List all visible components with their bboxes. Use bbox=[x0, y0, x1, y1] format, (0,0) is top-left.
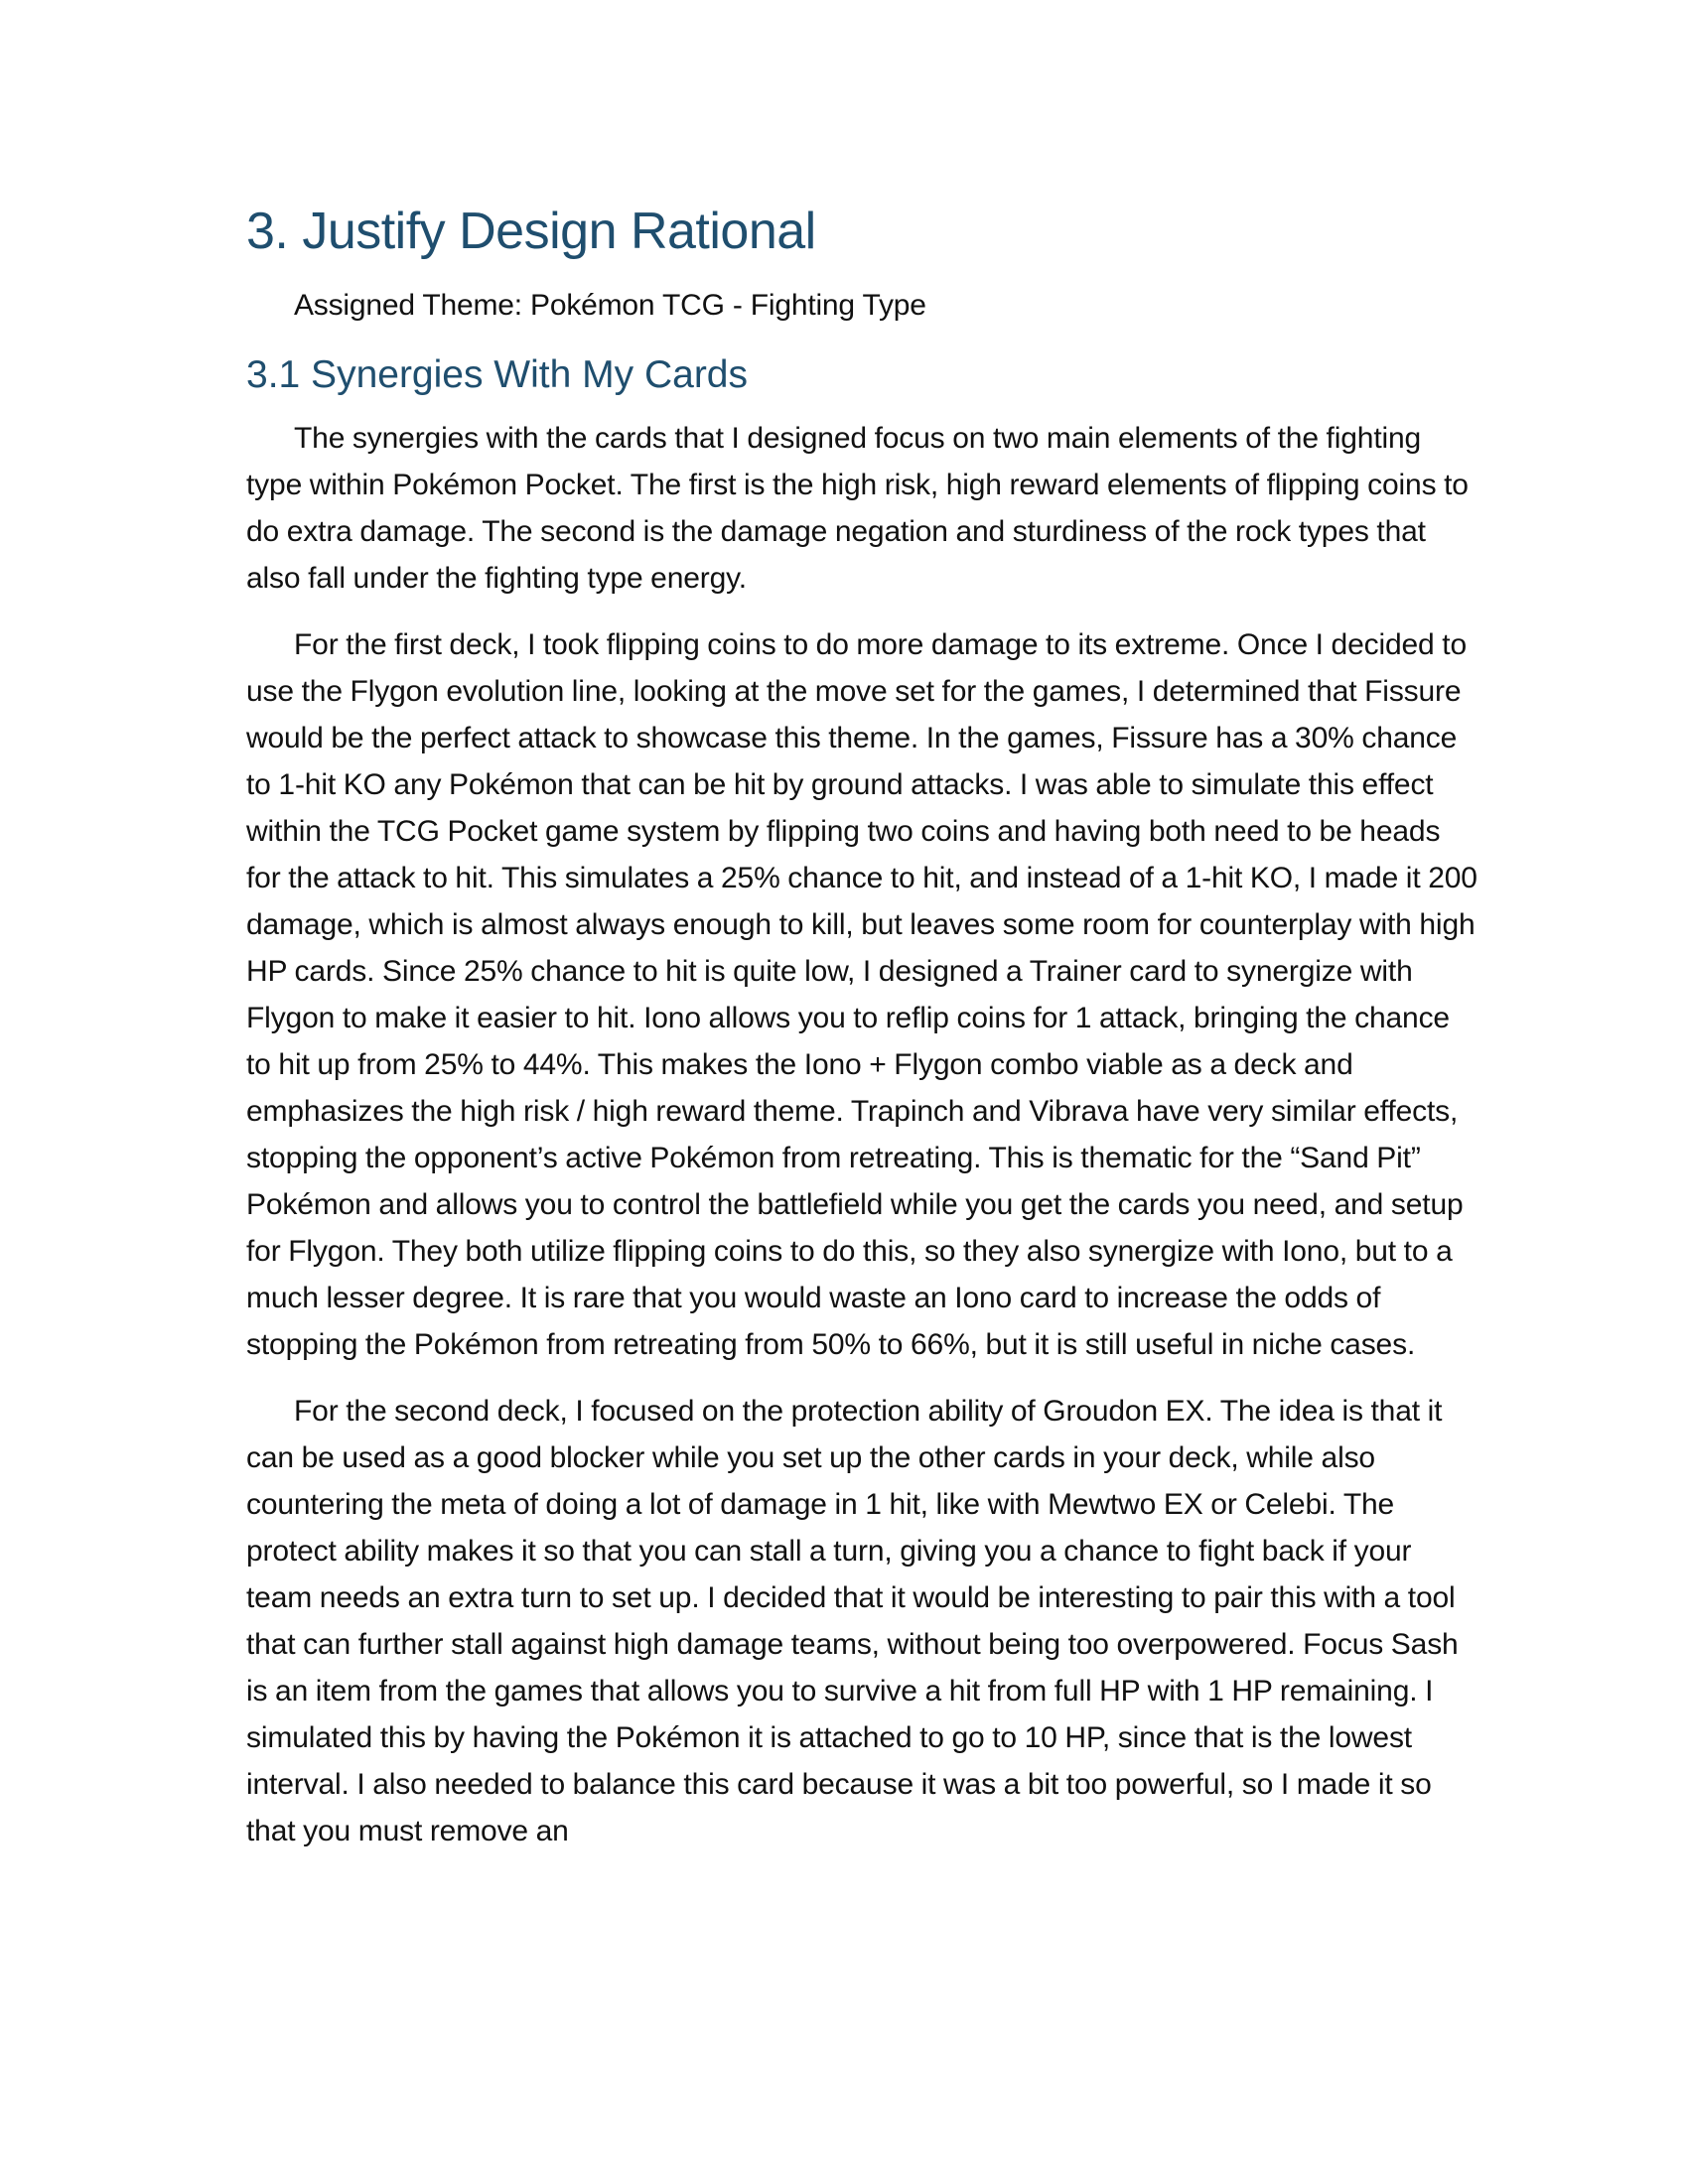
paragraph-first-deck: For the first deck, I took flipping coins to do more damage to its extreme. Once I decided to use the Flygon evolution line, looking at the move set for the games, I determined that Fissure would be the perfect attack to showcase this theme. In the games, Fissure has a 30% chance to 1-hit KO any Pokémon that can be hit by ground attacks. I was able to simulate this effect within the TCG Pocket game system by flipping two coins and having both need to be heads for the attack to hit. This simulates a 25% chance to hit, and instead of a 1-hit KO, I made it 200 damage, which is almost always enough to kill, but leaves some room for counterplay with high HP cards. Since 25% chance to hit is quite low, I designed a Trainer card to synergize with Flygon to make it easier to hit. Iono allows you to reflip coins for 1 attack, bringing the chance to hit up from 25% to 44%. This makes the Iono + Flygon combo viable as a deck and emphasizes the high risk / high reward theme. Trapinch and Vibrava have very similar effects, stopping the opponent’s active Pokémon from retreating. This is thematic for the “Sand Pit” Pokémon and allows you to control the battlefield while you get the cards you need, and setup for Flygon. They both utilize flipping coins to do this, so they also synergize with Iono, but to a much lesser degree. It is rare that you would waste an Iono card to increase the odds of stopping the Pokémon from retreating from 50% to 66%, but it is still useful in niche cases. bbox=[246, 628, 1477, 1361]
paragraph-second-deck: For the second deck, I focused on the protection ability of Groudon EX. The idea is that it can be used as a good blocker while you set up the other cards in your deck, while also countering the meta of doing a lot of damage in 1 hit, like with Mewtwo EX or Celebi. The protect ability makes it so that you can stall a turn, giving you a chance to fight back if your team needs an extra turn to set up. I decided that it would be interesting to pair this with a tool that can further stall against high damage teams, without being too overpowered. Focus Sash is an item from the games that allows you to survive a hit from full HP with 1 HP remaining. I simulated this by having the Pokémon it is attached to go to 10 HP, since that is the lowest interval. I also needed to balance this card because it was a bit too powerful, so I made it so that you must remove an bbox=[246, 1395, 1459, 1847]
document-body bbox=[246, 197, 1477, 1854]
assigned-theme: Assigned Theme: Pokémon TCG - Fighting Type bbox=[294, 289, 926, 322]
subsection-heading: 3.1 Synergies With My Cards bbox=[246, 353, 749, 396]
paragraph-synergies-intro: The synergies with the cards that I designed focus on two main elements of the fighting type within Pokémon Pocket. The first is the high risk, high reward elements of flipping coins to do extra damage. The second is the damage negation and sturdiness of the rock types that also fall under the fighting type energy. bbox=[246, 422, 1469, 595]
section-title: 3. Justify Design Rational bbox=[246, 203, 816, 260]
